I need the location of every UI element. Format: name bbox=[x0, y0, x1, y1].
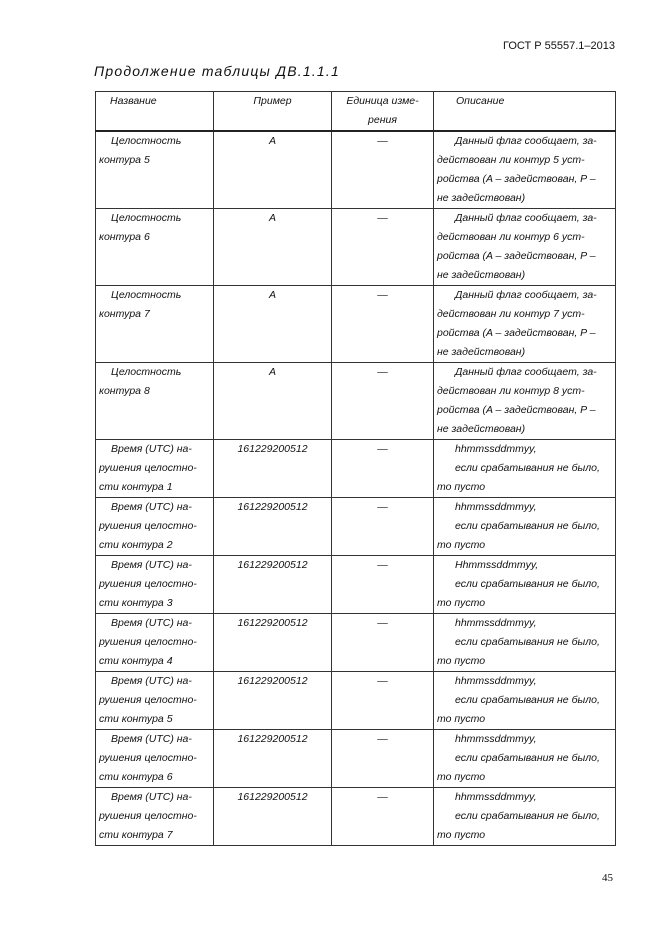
cell-name: Время (UTC) на-рушения целостно-сти контура 7 bbox=[96, 788, 214, 846]
cell-example: 161229200512 bbox=[214, 730, 332, 788]
cell-description bbox=[434, 363, 616, 440]
cell-unit: — bbox=[332, 286, 434, 363]
table-row bbox=[96, 498, 616, 556]
standard-designation: ГОСТ Р 55557.1–2013 bbox=[503, 40, 615, 52]
cell-description bbox=[434, 556, 616, 614]
column-header-name: Название bbox=[96, 92, 214, 132]
description-line: то пусто bbox=[437, 771, 486, 783]
description-line: действован ли контур 5 уст- bbox=[437, 154, 585, 166]
description-line: ройства (A – задействован, P – bbox=[437, 327, 596, 339]
cell-example: A bbox=[214, 286, 332, 363]
description-line: hhmmssddmmyy, bbox=[455, 443, 537, 455]
cell-name: Время (UTC) на-рушения целостно-сти контура 1 bbox=[96, 440, 214, 498]
description-line: не задействован) bbox=[437, 423, 526, 435]
table-row bbox=[96, 209, 616, 286]
page-number: 45 bbox=[602, 872, 613, 884]
description-line: Данный флаг сообщает, за- bbox=[455, 366, 597, 378]
description-line: hhmmssddmmyy, bbox=[455, 501, 537, 513]
cell-unit: — bbox=[332, 672, 434, 730]
cell-description bbox=[434, 730, 616, 788]
description-line: действован ли контур 8 уст- bbox=[437, 385, 585, 397]
description-line: не задействован) bbox=[437, 269, 526, 281]
table-row bbox=[96, 556, 616, 614]
table-row bbox=[96, 131, 616, 209]
description-line: ройства (A – задействован, P – bbox=[437, 404, 596, 416]
description-line: ройства (A – задействован, P – bbox=[437, 250, 596, 262]
description-line: действован ли контур 7 уст- bbox=[437, 308, 585, 320]
cell-name: Целостность контура 7 bbox=[96, 286, 214, 363]
cell-example: A bbox=[214, 131, 332, 209]
description-line: если срабатывания не было, bbox=[455, 694, 600, 706]
cell-example: 161229200512 bbox=[214, 614, 332, 672]
cell-example: 161229200512 bbox=[214, 556, 332, 614]
description-line: ройства (A – задействован, P – bbox=[437, 173, 596, 185]
cell-description bbox=[434, 440, 616, 498]
table-row bbox=[96, 286, 616, 363]
cell-description bbox=[434, 498, 616, 556]
description-line: то пусто bbox=[437, 539, 486, 551]
description-line: hhmmssddmmyy, bbox=[455, 791, 537, 803]
cell-name: Время (UTC) на-рушения целостно-сти контура 4 bbox=[96, 614, 214, 672]
description-line: Данный флаг сообщает, за- bbox=[455, 212, 597, 224]
description-line: то пусто bbox=[437, 655, 486, 667]
cell-example: A bbox=[214, 209, 332, 286]
description-line: если срабатывания не было, bbox=[455, 752, 600, 764]
table-row bbox=[96, 730, 616, 788]
cell-unit: — bbox=[332, 614, 434, 672]
cell-description bbox=[434, 614, 616, 672]
cell-unit: — bbox=[332, 498, 434, 556]
cell-description bbox=[434, 286, 616, 363]
column-header-example: Пример bbox=[214, 92, 332, 132]
description-line: то пусто bbox=[437, 713, 486, 725]
description-line: Данный флаг сообщает, за- bbox=[455, 289, 597, 301]
table-row bbox=[96, 614, 616, 672]
cell-description bbox=[434, 672, 616, 730]
cell-example: 161229200512 bbox=[214, 440, 332, 498]
description-line: то пусто bbox=[437, 481, 486, 493]
cell-unit: — bbox=[332, 556, 434, 614]
table-header-row bbox=[96, 92, 616, 132]
cell-unit: — bbox=[332, 730, 434, 788]
description-line: если срабатывания не было, bbox=[455, 578, 600, 590]
column-header-unit: Единица изме-рения bbox=[332, 92, 434, 132]
column-header-description: Описание bbox=[434, 92, 616, 132]
spec-table bbox=[95, 91, 616, 846]
description-line: hhmmssddmmyy, bbox=[455, 617, 537, 629]
description-line: hhmmssddmmyy, bbox=[455, 675, 537, 687]
cell-example: 161229200512 bbox=[214, 788, 332, 846]
table-row bbox=[96, 788, 616, 846]
description-line: если срабатывания не было, bbox=[455, 520, 600, 532]
description-line: если срабатывания не было, bbox=[455, 636, 600, 648]
description-line: то пусто bbox=[437, 597, 486, 609]
table-row bbox=[96, 440, 616, 498]
description-line: если срабатывания не было, bbox=[455, 462, 600, 474]
cell-name: Время (UTC) на-рушения целостно-сти контура 5 bbox=[96, 672, 214, 730]
description-line: действован ли контур 6 уст- bbox=[437, 231, 585, 243]
cell-unit: — bbox=[332, 209, 434, 286]
description-line: то пусто bbox=[437, 829, 486, 841]
cell-unit: — bbox=[332, 788, 434, 846]
cell-example: 161229200512 bbox=[214, 498, 332, 556]
description-line: hhmmssddmmyy, bbox=[455, 733, 537, 745]
cell-example: A bbox=[214, 363, 332, 440]
cell-name: Время (UTC) на-рушения целостно-сти контура 3 bbox=[96, 556, 214, 614]
cell-name: Целостность контура 8 bbox=[96, 363, 214, 440]
cell-unit: — bbox=[332, 363, 434, 440]
cell-description bbox=[434, 209, 616, 286]
description-line: Hhmmssddmmyy, bbox=[455, 559, 539, 571]
description-line: если срабатывания не было, bbox=[455, 810, 600, 822]
table-row bbox=[96, 672, 616, 730]
cell-description bbox=[434, 131, 616, 209]
cell-name: Целостность контура 6 bbox=[96, 209, 214, 286]
cell-name: Целостность контура 5 bbox=[96, 131, 214, 209]
description-line: не задействован) bbox=[437, 346, 526, 358]
table-caption: Продолжение таблицы ДВ.1.1.1 bbox=[94, 63, 340, 79]
cell-unit: — bbox=[332, 440, 434, 498]
cell-example: 161229200512 bbox=[214, 672, 332, 730]
cell-description bbox=[434, 788, 616, 846]
table-row bbox=[96, 363, 616, 440]
cell-name: Время (UTC) на-рушения целостно-сти контура 2 bbox=[96, 498, 214, 556]
description-line: не задействован) bbox=[437, 192, 526, 204]
cell-unit: — bbox=[332, 131, 434, 209]
cell-name: Время (UTC) на-рушения целостно-сти контура 6 bbox=[96, 730, 214, 788]
description-line: Данный флаг сообщает, за- bbox=[455, 135, 597, 147]
